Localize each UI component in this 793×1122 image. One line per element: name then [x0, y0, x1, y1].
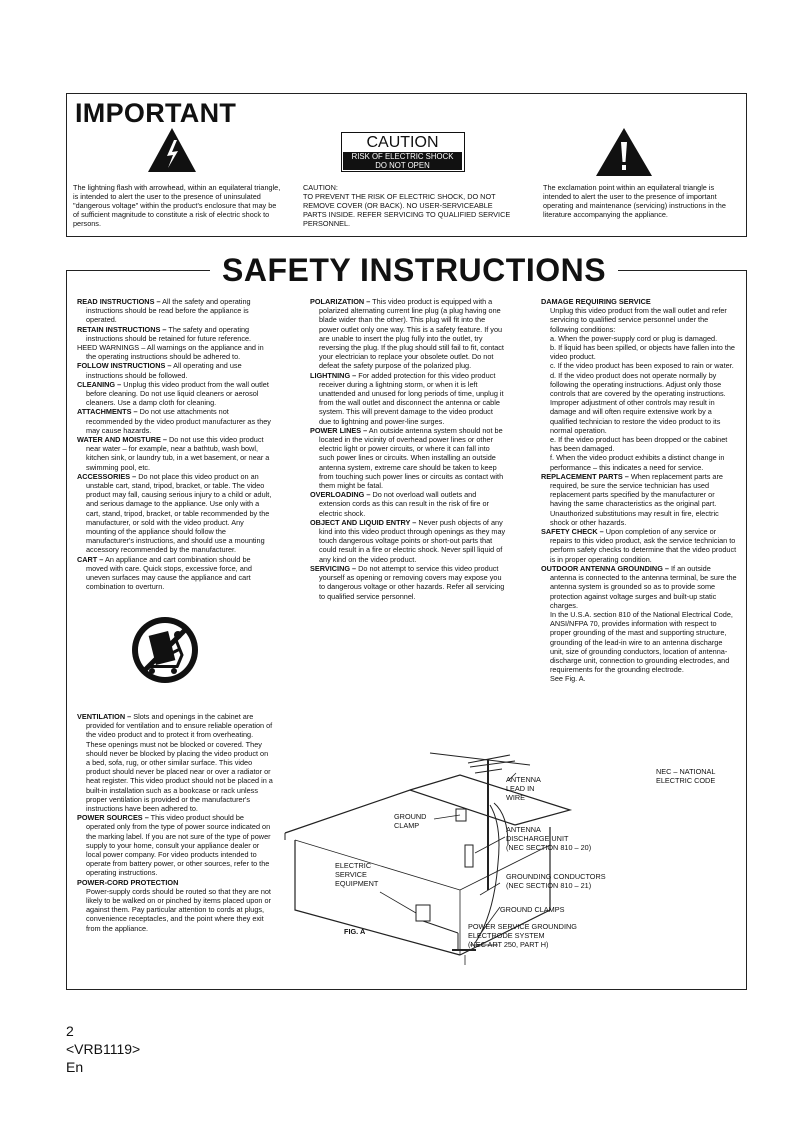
safety-entry-term: OUTDOOR ANTENNA GROUNDING –	[541, 563, 669, 573]
safety-entry-text: An outside antenna system should not be located in the vicinity of overhead power lines or other electric light or power circuits, or where it can fall into such power lines or circuits. When installing an outside antenna system, extreme care should be taken to keep from touching such power lines or circuits as contact with them might be fatal.	[319, 425, 504, 491]
safety-entry	[541, 527, 737, 564]
ground-clamp-line: GROUND	[394, 812, 427, 821]
page-number: 2	[66, 1023, 74, 1039]
caution-label	[341, 132, 465, 172]
antenna-lead-label	[506, 775, 541, 802]
safety-entry-term: ACCESSORIES –	[77, 471, 137, 481]
discharge-unit-label	[506, 825, 591, 852]
safety-entry-text: This video product should be operated only from the type of power source indicated on the marking label. If you are not sure of the type of power supply to your home, consult your appliance dealer or local power company. For video products intended to operate from battery power, or other sources, refer to the operating instructions.	[86, 813, 271, 878]
damage-condition: c. If the video product has been exposed to rain or water.	[550, 361, 734, 371]
safety-entry	[77, 380, 273, 408]
grounding-conductors-line: GROUNDING CONDUCTORS	[506, 872, 606, 881]
safety-entry-text: For added protection for this video product receiver during a lightning storm, or when it is left unattended and unused for long periods of time, unplug it from the wall outlet and disconnect the antenna or cable system. This will prevent damage to the video product due to lightning and power-line surges.	[319, 370, 504, 426]
safety-entry-text: If an outside antenna is connected to the antenna terminal, be sure the antenna system is grounded so as to provide some protection against voltage surges and built-up static charges.	[550, 563, 737, 610]
caution-heading: CAUTION:	[303, 183, 338, 192]
safety-entry-text: Do not attempt to service this video product yourself as opening or removing covers may expose you to dangerous voltage or other hazards. Refer all servicing to qualified service personnel.	[319, 563, 505, 601]
safety-entry	[77, 435, 273, 472]
safety-entry-term: FOLLOW INSTRUCTIONS –	[77, 361, 172, 371]
caution-bar	[343, 152, 462, 170]
safety-entry-term: OVERLOADING –	[310, 490, 371, 500]
electrode-system-line: POWER SERVICE GROUNDING	[468, 922, 577, 931]
safety-entry	[310, 490, 506, 518]
safety-entry	[541, 472, 737, 527]
safety-entry	[77, 297, 273, 325]
safety-entry-text: Slots and openings in the cabinet are provided for ventilation and to ensure reliable operation of the video product and to protect it from overheating. These openings must not be blocked or covered. They should never be blocked by placing the video product on a bed, sofa, rug, or other similar surface. This video product should never be placed near or over a radiator or heat register. This video product should not be placed in a built-in installation such as a bookcase or rack unless proper ventilation is provided or the manufacturer's instructions have been adhered to.	[86, 712, 273, 814]
safety-entry-text: Do not place this video product on an unstable cart, stand, tripod, bracket, or table. The video product may fall, causing serious injury to a child or adult, and serious damage to the appliance. Use only with a cart, stand, tripod, bracket, or table recommended by the manufacturer, or sold with the video product. Any mounting of the appliance should follow the manufacturer's instructions, and should use a mounting accessory recommended by the manufacturer.	[86, 471, 272, 555]
safety-entry	[77, 712, 273, 813]
grounding-conductors-label	[506, 872, 606, 890]
antenna-lead-line: LEAD IN	[506, 784, 535, 793]
discharge-unit-line: DISCHARGE UNIT	[506, 834, 569, 843]
safety-entry	[77, 472, 273, 555]
safety-entry	[77, 555, 273, 592]
electric-service-line: EQUIPMENT	[335, 879, 379, 888]
discharge-unit-line: ANTENNA	[506, 825, 541, 834]
grounding-conductors-line: (NEC SECTION 810 – 21)	[506, 881, 592, 890]
damage-condition: a. When the power-supply cord or plug is damaged.	[550, 333, 718, 343]
safety-entry-text: This video product is equipped with a polarized alternating current line plug (a plug having one blade wider than the other). This plug will fit into the power outlet only one way. This is a safety feature. If you are unable to insert the plug fully into the outlet, try reversing the plug. If the plug should still fail to fit, contact your electrician to replace your obsolete outlet. Do not defeat the safety purpose of the polarized plug.	[319, 297, 504, 371]
language-code: En	[66, 1059, 84, 1075]
safety-entry-text: Unplug this video product from the wall outlet before cleaning. Do not use liquid cleaners or aerosol cleaners. Use a damp cloth for cleaning.	[86, 379, 269, 408]
safety-entry-term: ATTACHMENTS –	[77, 407, 138, 417]
ground-clamp-line: CLAMP	[394, 821, 420, 830]
important-box	[66, 93, 747, 237]
safety-entry-term: OBJECT AND LIQUID ENTRY –	[310, 517, 417, 527]
see-fig: See Fig. A.	[550, 674, 586, 684]
safety-entry-term: CLEANING –	[77, 379, 122, 389]
safety-entry	[77, 325, 273, 343]
cart-tipover-warning-icon	[130, 615, 200, 685]
safety-entry-text: HEED WARNINGS – All warnings on the appliance and in the operating instructions should be adhered to.	[77, 343, 264, 362]
safety-entry-term: REPLACEMENT PARTS –	[541, 471, 629, 481]
safety-title: SAFETY INSTRUCTIONS	[210, 252, 618, 289]
safety-entry-term: SERVICING –	[310, 563, 357, 573]
antenna-lead-line: WIRE	[506, 793, 526, 802]
safety-entry-term: RETAIN INSTRUCTIONS –	[77, 324, 167, 334]
safety-column-1	[77, 297, 273, 592]
model-code: <VRB1119>	[66, 1041, 141, 1057]
important-title: IMPORTANT	[75, 98, 237, 128]
safety-entry-term: POLARIZATION –	[310, 297, 371, 306]
figure-a-grounding-diagram	[280, 745, 740, 980]
damage-condition: e. If the video product has been dropped or the cabinet has been damaged.	[550, 435, 728, 454]
caution-word: CAUTION	[366, 134, 439, 151]
electrode-system-label	[468, 922, 577, 949]
page-footer	[66, 1022, 140, 1076]
safety-entry	[310, 297, 506, 371]
damage-heading: DAMAGE REQUIRING SERVICE	[541, 297, 651, 306]
safety-entry-text: Do not overload wall outlets and extension cords as this can result in the risk of fire or electric shock.	[319, 490, 489, 518]
damage-condition: Unplug this video product from the wall outlet and refer servicing to qualified service personnel under the following conditions:	[550, 306, 727, 334]
lightning-warning-icon	[147, 127, 197, 173]
electrode-system-line: (NEC ART 250, PART H)	[468, 940, 549, 949]
exclamation-warning-icon	[595, 127, 653, 177]
caution-bar-line1: RISK OF ELECTRIC SHOCK	[351, 152, 454, 161]
safety-entry	[310, 426, 506, 490]
power-cord-text: Power-supply cords should be routed so that they are not likely to be walked on or pinched by items placed upon or against them. Pay particular attention to cords at plugs, convenience receptacles, and the point where they exit from the appliance.	[86, 886, 271, 933]
fig-a-label: FIG. A	[344, 927, 366, 936]
electrode-system-line: ELECTRODE SYSTEM	[468, 931, 545, 940]
ground-clamp-label	[394, 812, 426, 830]
safety-column-1-lower-entries	[77, 712, 273, 878]
safety-entry-text: An appliance and cart combination should be moved with care. Quick stops, excessive force, and uneven surfaces may cause the appliance and cart combination to overturn.	[86, 554, 252, 592]
safety-column-3	[541, 297, 737, 684]
safety-entry-text: Do not use attachments not recommended by the video product manufacturer as they may cause hazards.	[86, 407, 271, 435]
safety-entry-text: Do not use this video product near water – for example, near a bathtub, wash bowl, kitchen sink, or laundry tub, in a wet basement, or near a swimming pool, etc.	[86, 435, 270, 472]
safety-entry	[77, 813, 273, 877]
safety-entry	[77, 343, 273, 361]
electric-service-line: SERVICE	[335, 870, 367, 879]
safety-entry-term: CART –	[77, 554, 104, 564]
exclamation-explanation: The exclamation point within an equilateral triangle is intended to alert the user to the presence of important operating and maintenance (servicing) instructions in the literature accompanying the appliance.	[543, 183, 726, 219]
safety-entry-text: When replacement parts are required, be sure the service technician has used replacement parts specified by the manufacturer or having the same characteristics as the original part. Unauthorized substitutions may result in fire, electric shock or other hazards.	[550, 471, 723, 527]
safety-entry-text: All the safety and operating instructions should be read before the appliance is operated.	[86, 297, 251, 325]
safety-entry	[310, 518, 506, 564]
caution-text-block	[303, 183, 513, 228]
safety-entry-term: VENTILATION –	[77, 712, 132, 721]
safety-column-1-lower	[77, 712, 273, 933]
safety-entry	[541, 564, 737, 610]
safety-entry	[77, 361, 273, 379]
safety-entry	[310, 371, 506, 426]
safety-entry-text: All operating and use instructions should be followed.	[86, 361, 242, 380]
nec-label: NEC – NATIONAL ELECTRIC CODE	[656, 767, 716, 785]
safety-entry-term: LIGHTNING –	[310, 370, 357, 380]
damage-condition: f. When the video product exhibits a distinct change in performance – this indicates a need for service.	[550, 453, 725, 472]
nec-text: In the U.S.A. section 810 of the National Electrical Code, ANSI/NFPA 70, provides information with respect to proper grounding of the mast and supporting structure, grounding of the lead-in wire to an antenna discharge unit, size of grounding conductors, location of antenna-discharge unit, connection to grounding electrodes, and requirements for the grounding electrode.	[550, 609, 733, 675]
safety-column-3-entries	[541, 472, 737, 610]
damage-condition: b. If liquid has been spilled, or objects have fallen into the video product.	[550, 343, 735, 362]
safety-entry-text: The safety and operating instructions should be retained for future reference.	[86, 324, 252, 343]
discharge-unit-line: (NEC SECTION 810 – 20)	[506, 843, 592, 852]
safety-entry-term: READ INSTRUCTIONS –	[77, 297, 161, 306]
antenna-lead-line: ANTENNA	[506, 775, 541, 784]
electric-service-line: ELECTRIC	[335, 861, 372, 870]
safety-entry-text: Upon completion of any service or repairs to this video product, ask the service technician to perform safety checks to determine that the video product is in proper operating condition.	[550, 527, 737, 564]
power-cord-heading: POWER-CORD PROTECTION	[77, 877, 179, 887]
safety-entry-term: POWER SOURCES –	[77, 813, 149, 823]
caution-text: TO PREVENT THE RISK OF ELECTRIC SHOCK, DO NOT REMOVE COVER (OR BACK). NO USER-SERVICEABLE PARTS INSIDE. REFER SERVICING TO QUALIFIED SERVICE PERSONNEL.	[303, 192, 511, 228]
caution-bar-line2: DO NOT OPEN	[375, 161, 430, 170]
electric-service-label	[335, 861, 378, 888]
lightning-explanation: The lightning flash with arrowhead, within an equilateral triangle, is intended to alert the user to the presence of uninsulated "dangerous voltage" within the product's enclosure that may be of sufficient magnitude to constitute a risk of electric shock to persons.	[73, 183, 281, 228]
damage-condition: d. If the video product does not operate normally by following the operating instructions. Adjust only those controls that are covered by the operating instructions. Improper adjustment of other controls may result in damage and will often require extensive work by a qualified technician to restore the video product to its normal operation.	[550, 370, 726, 435]
safety-entry	[77, 407, 273, 435]
safety-entry-term: WATER AND MOISTURE –	[77, 435, 167, 445]
safety-column-2	[310, 297, 506, 601]
safety-entry-text: Never push objects of any kind into this video product through openings as they may touch dangerous voltage points or short-out parts that could result in a fire or electric shock. Never spill liquid of any kind on the video product.	[319, 517, 506, 564]
damage-list	[541, 306, 737, 472]
safety-entry-term: POWER LINES –	[310, 425, 368, 435]
safety-entry	[310, 564, 506, 601]
ground-clamps-label: GROUND CLAMPS	[500, 905, 565, 914]
safety-entry-term: SAFETY CHECK –	[541, 527, 604, 537]
